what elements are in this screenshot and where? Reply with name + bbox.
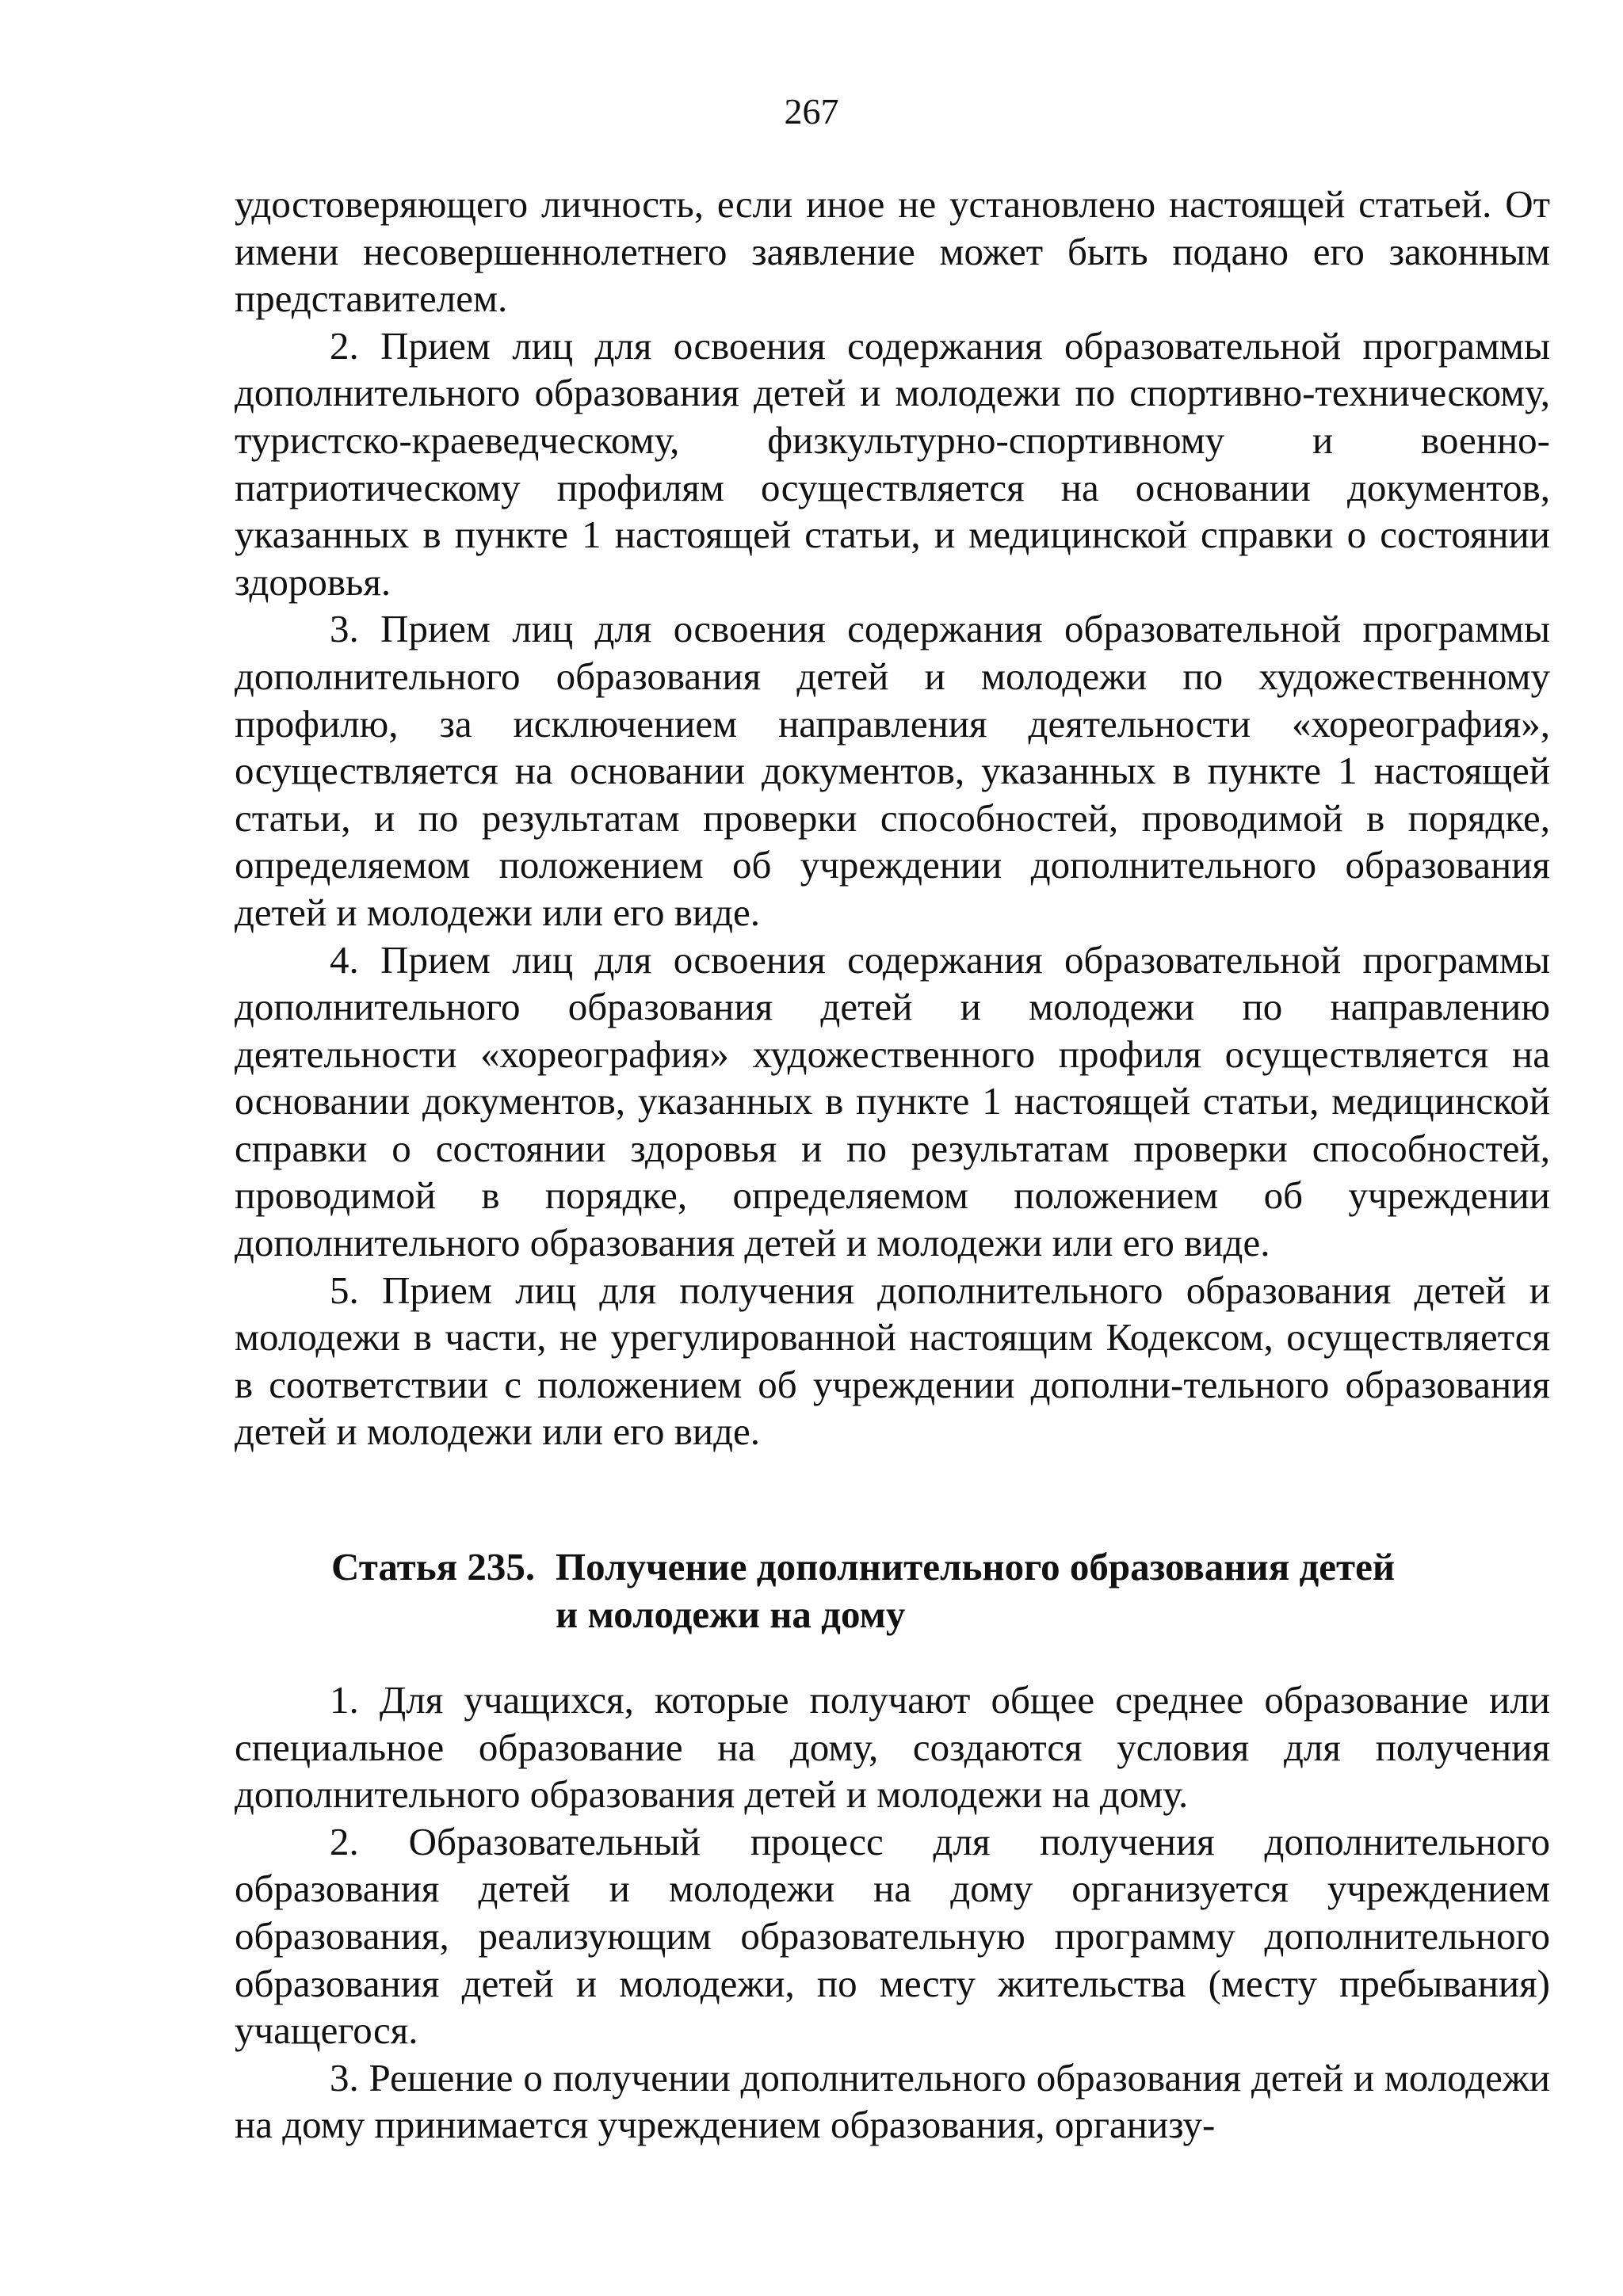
paragraph-item-3: 3. Прием лиц для освоения содержания образовательной программы дополнительного образования детей и молодежи по художественному профилю, за исключением направления деятельности «хореография», осуществляется на основании документов, указанных в пункте 1 настоящей статьи, и по результатам проверки способностей, проводимой в порядке, определяемом положением об учреждении дополнительного образования детей и молодежи или его виде. [235, 607, 1550, 934]
page-number: 267 [784, 91, 839, 132]
paragraph-item-5: 5. Прием лиц для получения дополнительного образования детей и молодежи в части, не урегулированной настоящим Кодексом, осуществляется в соответствии с положением об учреждении дополни-тельного образования детей и молодежи или его виде. [235, 1268, 1550, 1454]
paragraph-item-3: 3. Решение о получении дополнительного образования детей и молодежи на дому принимается учреждением образования, организу- [235, 2055, 1550, 2147]
article-title-line-2: и молодежи на дому [556, 1592, 906, 1636]
paragraph-item-1: 1. Для учащихся, которые получают общее среднее образование или специальное образование на дому, создаются условия для получения дополнительного образования детей и молодежи на дому. [235, 1678, 1550, 1817]
paragraph-continued: удостоверяющего личность, если иное не установлено настоящей статьей. От имени несовершеннолетнего заявление может быть подано его законным представителем. [235, 182, 1550, 321]
article-title-line-1: Получение дополнительного образования детей [556, 1545, 1396, 1589]
article-number: Статья 235. [331, 1545, 536, 1589]
paragraph-item-4: 4. Прием лиц для освоения содержания образовательной программы дополнительного образования детей и молодежи по направлению деятельности «хореография» художественного профиля осуществляется на основании документов, указанных в пункте 1 настоящей статьи, медицинской справки о состоянии здоровья и по результатам проверки способностей, проводимой в порядке, определяемом положением об учреждении дополнительного образования детей и молодежи или его виде. [235, 937, 1550, 1265]
article-235-body [235, 1676, 1550, 2149]
article-heading [0, 1543, 1623, 1638]
paragraph-item-2: 2. Прием лиц для освоения содержания образовательной программы дополнительного образования детей и молодежи по спортивно-техническому, туристско-краеведческому, физкультурно-спортивному и военно-патриотическому профилям осуществляется на основании документов, указанных в пункте 1 настоящей статьи, и медицинской справки о состоянии здоровья. [235, 323, 1550, 604]
article-234-continuation [235, 181, 1550, 1455]
paragraph-item-2: 2. Образовательный процесс для получения дополнительного образования детей и молодежи на дому организуется учреждением образования, реализующим образовательную программу дополнительного образования детей и молодежи, по месту жительства (месту пребывания) учащегося. [235, 1819, 1550, 2053]
